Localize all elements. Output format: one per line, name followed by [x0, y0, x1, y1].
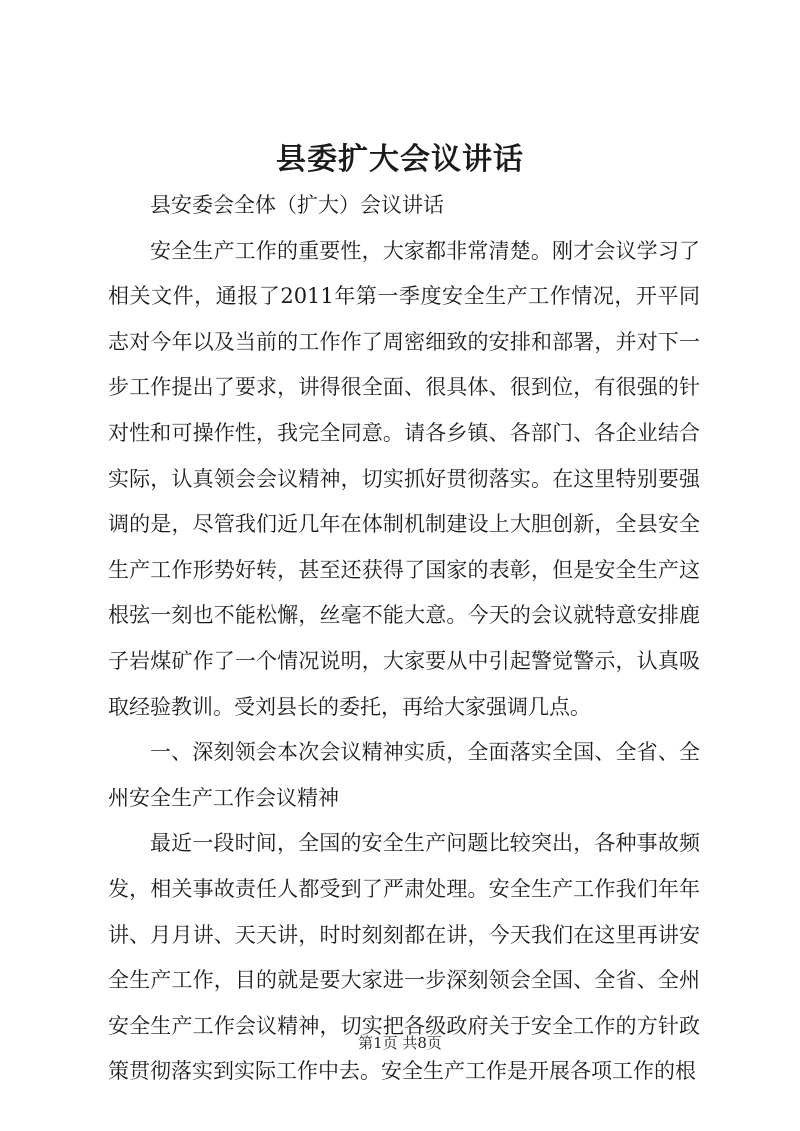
- body-paragraph: 安全生产工作的重要性，大家都非常清楚。刚才会议学习了相关文件，通报了2011年第一季度安全生产工作情况，开平同志对今年以及当前的工作作了周密细致的安排和部署，并对下一步工作提出了要求，讲得很全面、很具体、很到位，有很强的针对性和可操作性，我完全同意。请各乡镇、各部门、各企业结合实际，认真领会会议精神，切实抓好贯彻落实。在这里特别要强调的是，尽管我们近几年在体制机制建设上大胆创新，全县安全生产工作形势好转，甚至还获得了国家的表彰，但是安全生产这根弦一刻也不能松懈，丝毫不能大意。今天的会议就特意安排鹿子岩煤矿作了一个情况说明，大家要从中引起警觉警示，认真吸取经验教训。受刘县长的委托，再给大家强调几点。: [108, 238, 700, 719]
- section-heading: 一、深刻领会本次会议精神实质，全面落实全国、全省、全州安全生产工作会议精神: [108, 740, 700, 810]
- document-title: 县委扩大会议讲话: [276, 142, 524, 177]
- body-paragraph: 最近一段时间，全国的安全生产问题比较突出，各种事故频发，相关事故责任人都受到了严肃处理。安全生产工作我们年年讲、月月讲、天天讲，时时刻刻都在讲，今天我们在这里再讲安全生产工作，目的就是要大家进一步深刻领会全国、全省、全州安全生产工作会议精神，切实把各级政府关于安全工作的方针政策贯彻落实到实际工作中去。安全生产工作是开展各项工作的根: [108, 831, 700, 1084]
- page-footer: 第1页 共8页: [358, 1034, 442, 1052]
- subtitle-paragraph: 县安委会全体（扩大）会议讲话: [150, 193, 444, 217]
- document-body: [108, 183, 700, 1095]
